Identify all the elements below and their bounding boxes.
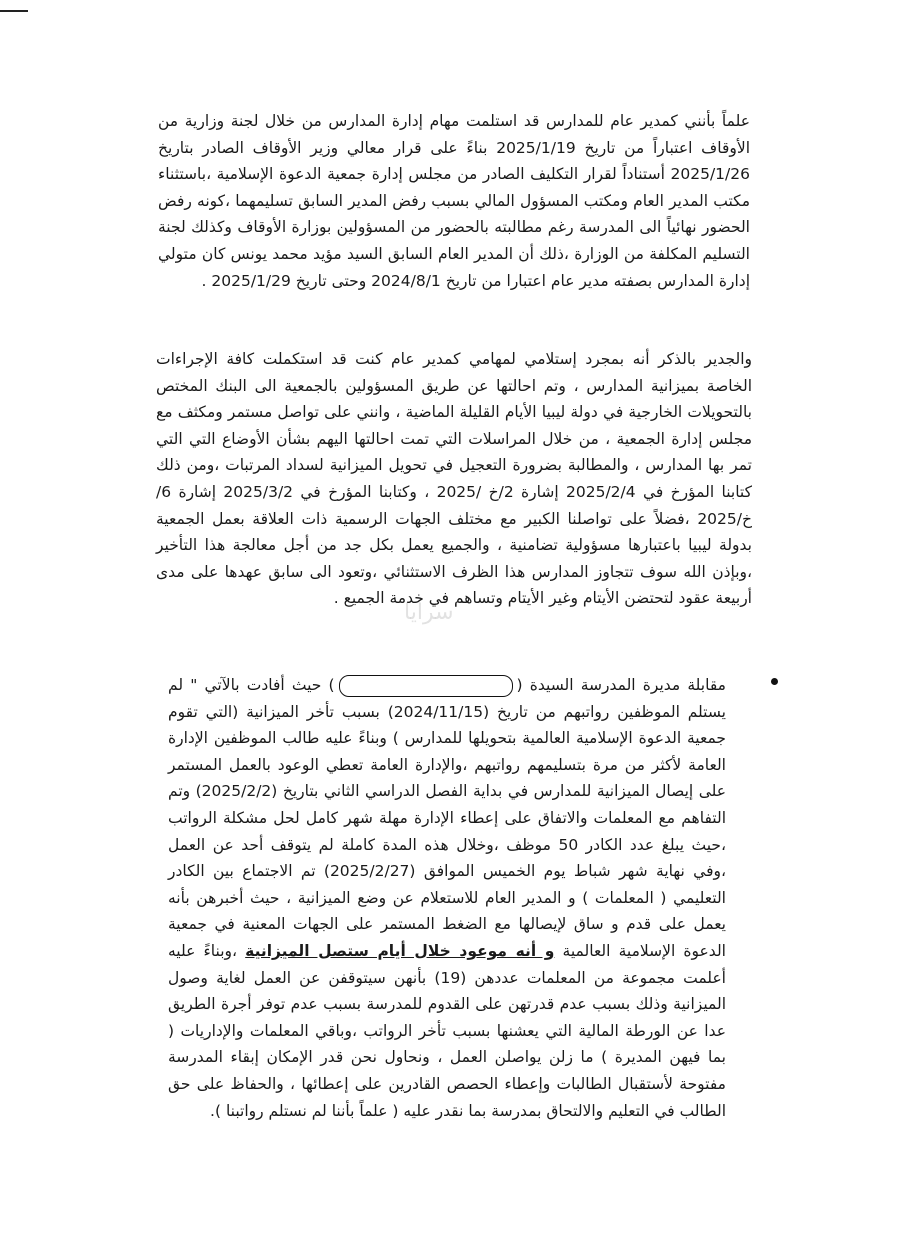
interview-body-text: ) حيث أفادت بالآتي " لم يستلم الموظفين رواتبهم من تاريخ (2024/11/15) بسبب تأخر الميزانية (التي تقوم جمعية الدعوة الإسلامية العالمية بتحويلها للمدارس ) وبناءً عليه طالب الموظفين الإدارة العامة لأكثر من مرة بتسليمهم رواتبهم ،والإدارة العامة تعطي الوعود بالعمل المستمر على إيصال الميزانية للمدارس في بداية الفصل الدراسي الثاني بتاريخ (2025/2/2) وتم التفاهم مع المعلمات والاتفاق على إعطاء الإدارة مهلة شهر كامل لحل مشكلة الرواتب ،حيث يبلغ عدد الكادر 50 موظف ،وخلال هذه المدة كاملة لم يتوقف أحد عن العمل ،وفي نهاية شهر شباط يوم الخميس الموافق (2025/2/27) تم الاجتماع بين الكادر التعليمي ( المعلمات ) و المدير العام للاستعلام عن وضع الميزانية ، حيث أخبرهن بأنه يعمل على قدم و ساق لإيصالها مع الضغط المستمر على الجهات المعنية في جمعية الدعوة الإسلامية العالمية xyxy=(168,676,726,960)
watermark: سرايا xyxy=(404,600,454,625)
paragraph-principal-interview xyxy=(168,672,726,1124)
interview-intro-text: مقابلة مديرة المدرسة السيدة ( xyxy=(516,676,726,694)
paragraph-budget-procedures: والجدير بالذكر أنه بمجرد إستلامي لمهامي كمدير عام كنت قد استكملت كافة الإجراءات الخاصة بميزانية المدارس ، وتم احالتها عن طريق المسؤولين بالجمعية الى البنك المختص بالتحويلات الخارجية في دولة ليبيا الأيام القليلة الماضية ، وانني على تواصل مستمر ومكثف مع مجلس إدارة الجمعية ، من خلال المراسلات التي تمت احالتها اليهم بشأن الأوضاع التي التي تمر بها المدارس ، والمطالبة بضرورة التعجيل في تحويل الميزانية لسداد المرتبات ،ومن ذلك كتابنا المؤرخ في 2025/2/4 إشارة 2/خ /2025 ، وكتابنا المؤرخ في 2025/3/2 إشارة 6/خ/2025 ،فضلاً على تواصلنا الكبير مع مختلف الجهات الرسمية ذات العلاقة بعمل الجمعية بدولة ليبيا باعتبارها مسؤولية تضامنية ، والجميع يعمل بكل جد من أجل معالجة هذا التأخير ،وبإذن الله سوف تتجاوز المدارس هذا الظرف الاستثنائي ،وتعود الى سابق عهدها على مدى أربيعة عقود لتحتضن الأيتام وغير الأيتام وتساهم في خدمة الجميع . xyxy=(156,350,752,608)
emphasized-promise-text: و أنه موعود خلال أيام ستصل الميزانية xyxy=(245,941,555,960)
paragraph-assumption-of-duties: علماً بأنني كمدير عام للمدارس قد استلمت مهام إدارة المدارس من خلال لجنة وزارية من الأوقاف اعتباراً من تاريخ 2025/1/19 بناءً على قرار معالي وزير الأوقاف الصادر بتاريخ 2025/1/26 أستناداً لقرار التكليف الصادر من مجلس إدارة جمعية الدعوة الإسلامية ،باستثناء مكتب المدير العام ومكتب المسؤول المالي بسبب رفض المدير السابق تسليمهما ،كونه رفض الحضور نهائياً الى المدرسة رغم مطالبته بالحضور من المسؤولين بوزارة الأوقاف وكذلك لجنة التسليم المكلفة من الوزارة ،ذلك أن المدير العام السابق السيد مؤيد محمد يونس كان متولي إدارة المدارس بصفته مدير عام اعتبارا من تاريخ 2024/8/1 وحتى تاريخ 2025/1/29 . xyxy=(158,112,750,290)
redacted-name-box xyxy=(339,675,513,697)
scan-edge-mark xyxy=(0,10,28,12)
interview-closing-text: ،وبناءً عليه أعلمت مجموعة من المعلمات عددهن (19) بأنهن سيتوقفن عن العمل لغاية وصول الميزانية وذلك بسبب عدم قدرتهن على القدوم للمدرسة بسبب عدم توفر أجرة الطريق عدا عن الورطة المالية التي يعشنها بسبب تأخر الرواتب ،وباقي المعلمات والإداريات ( بما فيهن المديرة ) ما زلن يواصلن العمل ، ونحاول نحن قدر الإمكان إبقاء المدرسة مفتوحة لأستقبال الطالبات وإعطاء الحصص القادرين على إعطائها ، والحفاظ على حق الطالب في التعليم والالتحاق بمدرسة بما نقدر عليه ( علماً بأننا لم نستلم رواتبنا ). xyxy=(168,941,726,1120)
bullet-icon xyxy=(771,678,778,685)
